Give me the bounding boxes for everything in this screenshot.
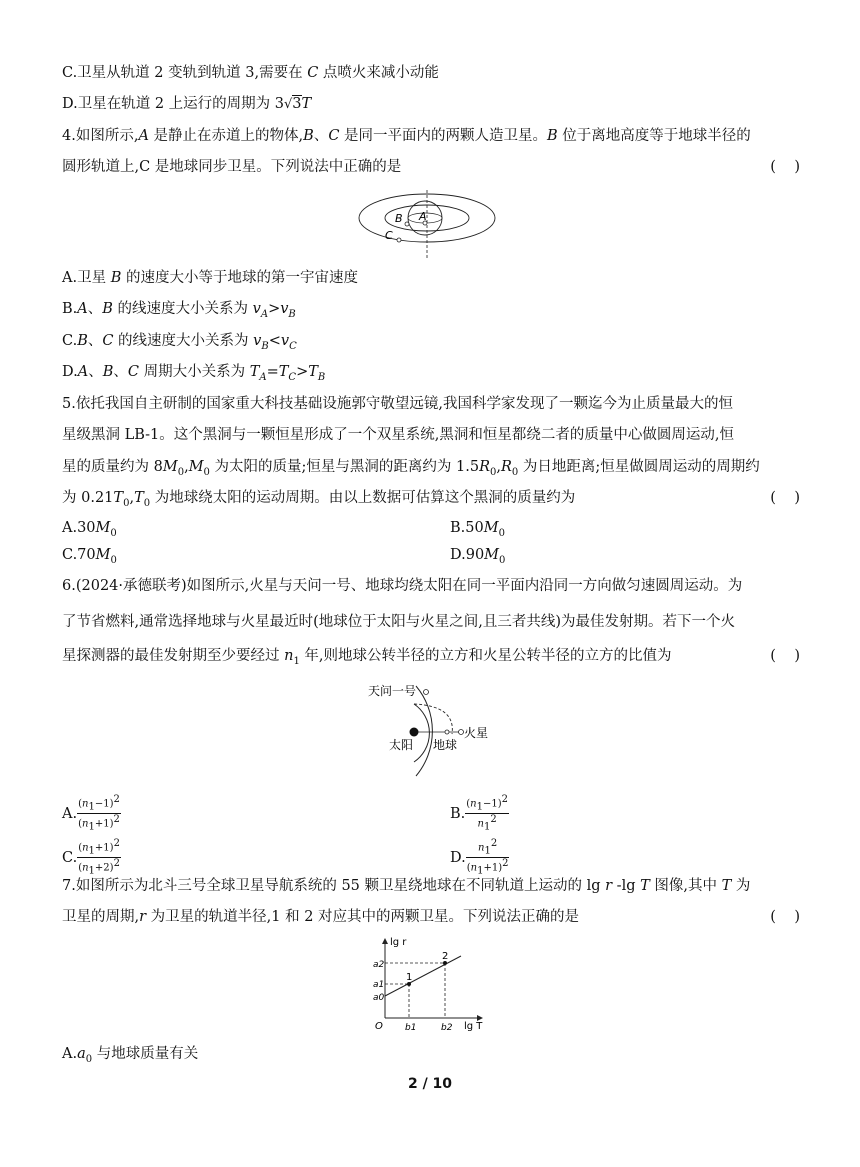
q6-option-d: D. $\frac{n_1^2}{(n_1+1)^2}$ [450,838,509,877]
earth-dot [445,730,449,734]
q7-stem-line1: 7.如图所示为北斗三号全球卫星导航系统的 55 颗卫星绕地球在不同轨道上运动的 lg r -lg T 图像,其中 T 为 [62,878,751,894]
q5-option-a: $A.30M_0$ [62,520,117,539]
label-c: C [385,229,393,242]
ylabel: lg r [390,937,407,948]
q4-stem-line1: 4.如图所示,A 是静止在赤道上的物体,B、C 是同一平面内的两颗人造卫星。B 位于离地高度等于地球半径的 [62,128,751,144]
mars-orbit [416,686,432,776]
q6-option-c: C. $\frac{(n_1+1)^2}{(n_1+2)^2}$ [62,838,120,877]
q6-answer-bracket: ( ) [770,648,800,664]
mars-dot [459,730,464,735]
tick-a1: a1 [373,980,385,990]
point-b [405,222,409,226]
q5-stem-line4: 为 $0.21T_0,T_0$ 为地球绕太阳的运动周期。由以上数据可估算这个黑洞的质量约为 [62,490,576,509]
q6-option-b: B. $\frac{(n_1-1)^2}{n_1^2}$ [450,794,509,833]
label-tianwen: 天问一号 [368,684,417,698]
q3-option-d: D.卫星在轨道 2 上运行的周期为 3√3T [62,96,312,112]
sun-dot [410,728,419,737]
q7-option-a: $A.a_0$ 与地球质量有关 [62,1046,199,1065]
point-1-label: 1 [406,972,413,983]
q4-stem-line2: 圆形轨道上,C 是地球同步卫星。下列说法中正确的是 [62,159,402,175]
q4-orbit-figure [355,188,505,260]
label-b: B [395,212,403,225]
origin-label: O [375,1021,383,1032]
q6-stem-line2: 了节省燃料,通常选择地球与火星最近时(地球位于太阳与火星之间,且三者共线)为最佳发射期。若下一个火 [62,614,736,630]
label-sun: 太阳 [389,738,414,752]
page-number: 2 / 10 [407,1076,453,1092]
y-axis-arrow [382,938,388,944]
q5-option-c: $C.70M_0$ [62,547,117,566]
q5-stem-line3: 星的质量约为 $8M_0,M_0$ 为太阳的质量;恒星与黑洞的距离约为 $1.5R_0,R_0$ 为日地距离;恒星做圆周运动的周期约 [62,459,760,478]
label-a: A [419,210,427,223]
q5-option-b: $B.50M_0$ [450,520,505,539]
q4-answer-bracket: ( ) [770,159,800,175]
point-2-label: 2 [442,951,449,962]
q6-orbit-figure [360,676,500,784]
xlabel: lg T [464,1021,483,1032]
trend-line [385,956,461,996]
tick-a2: a2 [373,960,385,970]
point-c [397,238,401,242]
q6-option-a: A. $\frac{(n_1-1)^2}{(n_1+1)^2}$ [62,794,120,833]
q5-answer-bracket: ( ) [770,490,800,506]
tianwen-dot [424,690,429,695]
q4-option-a: A.卫星 B 的速度大小等于地球的第一宇宙速度 [62,270,358,286]
q5-option-d: $D.90M_0$ [450,547,506,566]
tick-a0: a0 [373,993,385,1003]
q4-option-b: B.A、B 的线速度大小关系为 $v_A>v_B$ [62,301,296,320]
q5-stem-line2: 星级黑洞 LB-1。这个黑洞与一颗恒星形成了一个双星系统,黑洞和恒星都绕二者的质量中心做圆周运动,恒 [62,427,735,443]
q7-answer-bracket: ( ) [770,909,800,925]
q6-stem-line1: 6.(2024·承德联考)如图所示,火星与天问一号、地球均绕太阳在同一平面内沿同一方向做匀速圆周运动。为 [62,578,743,594]
label-earth: 地球 [433,738,458,752]
tick-b2: b2 [441,1023,453,1033]
q5-stem-line1: 5.依托我国自主研制的国家重大科技基础设施郭守敬望远镜,我国科学家发现了一颗迄今为止质量最大的恒 [62,396,733,412]
label-mars: 火星 [464,726,489,740]
tick-b1: b1 [405,1023,417,1033]
q3-option-c: C.卫星从轨道 2 变轨到轨道 3,需要在 C 点喷火来减小动能 [62,65,439,81]
q7-stem-line2: 卫星的周期,r 为卫星的轨道半径,1 和 2 对应其中的两颗卫星。下列说法正确的是 [62,909,580,925]
q7-lgr-lgT-graph [365,936,495,1034]
q4-option-c: C.B、C 的线速度大小关系为 $v_B<v_C$ [62,333,297,352]
q6-stem-line3: 星探测器的最佳发射期至少要经过 $n_1$ 年,则地球公转半径的立方和火星公转半径的立方的比值为 [62,648,672,667]
q4-option-d: D.A、B、C 周期大小关系为 $T_A=T_C>T_B$ [62,364,326,383]
